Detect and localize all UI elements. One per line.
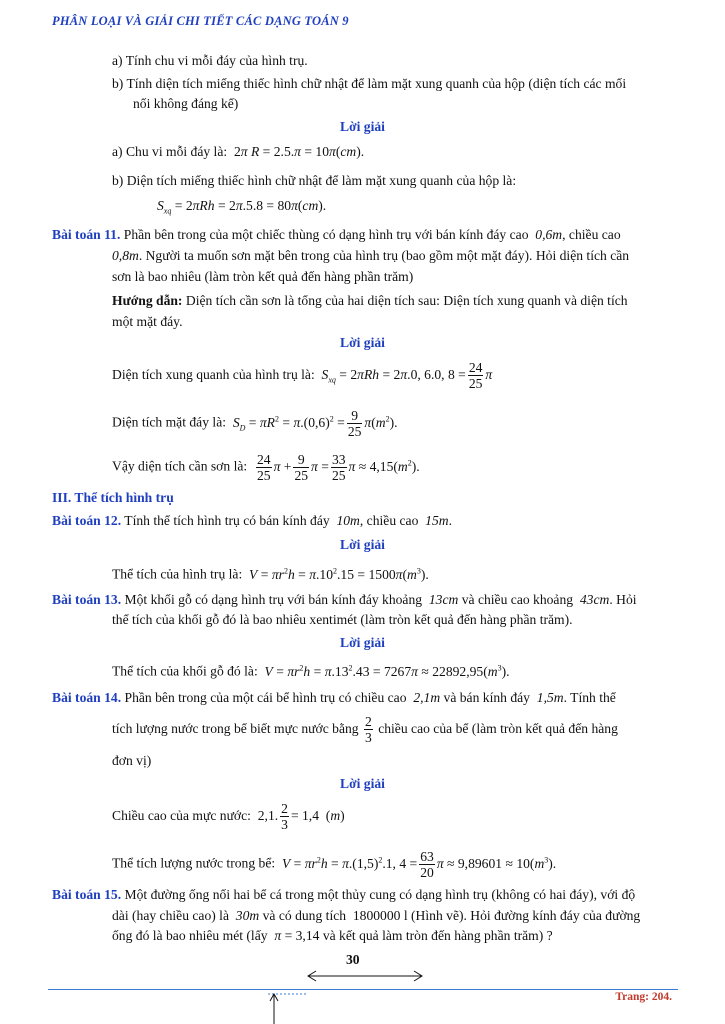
problem-14-step2: Thể tích lượng nước trong bể: $V = \pi r^2h = \pi.(1,5)^2.1$, 4 = $\frac{63}{20}$ $\pi \approx 9,89601 \approx 10(m^3)$. bbox=[112, 848, 557, 880]
formula-volume-12: $V = \pi r^2h = \pi.10^2.15 = 1500\pi(m^3)$. bbox=[249, 566, 429, 582]
question-b-line2: nối không đáng kể) bbox=[133, 96, 239, 111]
formula-water-height: 2,1. $\frac{2}{3}$ = 1,4 (m) bbox=[254, 801, 345, 833]
solution-heading: Lời giải bbox=[340, 119, 385, 134]
problem-13-line1: Bài toán 13. Một khối gỗ có dạng hình trụ với bán kính đáy khoảng 13cm và chiều cao khoảng 43cm. Hỏi bbox=[52, 592, 637, 607]
problem-11-line3: sơn là bao nhiêu (làm tròn kết quả đến hàng phần trăm) bbox=[112, 269, 414, 284]
section-3-title: III. Thể tích hình trụ bbox=[52, 490, 174, 505]
problem-13-line2: thể tích của khối gỗ đó là bao nhiêu xentimét (làm tròn kết quả đến hàng phần trăm). bbox=[112, 612, 573, 627]
formula-total-area-11: $\frac{24}{25}$ π + $\frac{9}{25}$ π = $\frac{33}{25}$ $\pi \approx 4,15(m^2)$. bbox=[256, 451, 420, 483]
solution-heading: Lời giải bbox=[340, 537, 385, 552]
figure-diameter-arrow bbox=[262, 990, 312, 1024]
page-header-title: PHÂN LOẠI VÀ GIẢI CHI TIẾT CÁC DẠNG TOÁN 9 bbox=[52, 14, 349, 28]
formula-circumference: 2π R = 2.5.π = 10π(cm). bbox=[230, 144, 365, 159]
problem-12-label: Bài toán 12. bbox=[52, 513, 122, 528]
hint-label: Hướng dẫn: bbox=[112, 293, 183, 308]
problem-11-hint-line2: một mặt đáy. bbox=[112, 314, 183, 329]
problem-14-line1: Bài toán 14. Phần bên trong của một cái bể hình trụ có chiều cao 2,1m và bán kính đáy 1,5m. Tính thể bbox=[52, 690, 616, 705]
problem-11-line1: Bài toán 11. Phần bên trong của một chiếc thùng có dạng hình trụ với bán kính đáy cao 0,6m, chiều cao bbox=[52, 227, 621, 242]
footer-rule bbox=[48, 989, 678, 990]
problem-15-line1: Bài toán 15. Một đường ống nối hai bể cá trong một thủy cung có dạng hình trụ (không có hai đáy), với độ bbox=[52, 887, 636, 902]
problem-15-label: Bài toán 15. bbox=[52, 887, 122, 902]
solution-a-text: a) Chu vi mỗi đáy là: bbox=[112, 144, 228, 159]
problem-12-step1: Thể tích của hình trụ là: $V = \pi r^2h = \pi.10^2.15 = 1500\pi(m^3)$. bbox=[112, 566, 429, 582]
solution-heading: Lời giải bbox=[340, 635, 385, 650]
question-b-line1: b) Tính diện tích miếng thiếc hình chữ nhật để làm mặt xung quanh của hộp (diện tích các mối bbox=[112, 76, 627, 91]
problem-14-step1: Chiều cao của mực nước: 2,1. $\frac{2}{3}$ = 1,4 (m) bbox=[112, 801, 345, 833]
problem-13-step1: Thể tích của khối gỗ đó là: $V = \pi r^2h = \pi.13^2.43 = 7267\pi \approx 22892,95(m^3)$. bbox=[112, 663, 510, 679]
formula-water-volume: $V = \pi r^2h = \pi.(1,5)^2.1$, 4 = $\frac{63}{20}$ $\pi \approx 9,89601 \approx 10(m^3)$. bbox=[281, 848, 557, 880]
problem-14-line3: đơn vị) bbox=[112, 753, 152, 768]
solution-a-line bbox=[112, 143, 364, 161]
problem-11-step3: Vậy diện tích cần sơn là: $\frac{24}{25}$ π + $\frac{9}{25}$ π = $\frac{33}{25}$ $\pi \approx 4,15(m^2)$. bbox=[112, 451, 420, 483]
solution-heading: Lời giải bbox=[340, 776, 385, 791]
problem-11-step2: Diện tích mặt đáy là: $S_D = \pi R^2 = \pi.(0,6)^2$ = $\frac{9}{25}$ $\pi(m^2)$. bbox=[112, 407, 398, 439]
question-a: a) Tính chu vi mỗi đáy của hình trụ. bbox=[112, 53, 308, 68]
formula-lateral-area-11: $S_{xq} = 2\pi Rh = 2\pi.0$, 6.0, 8 = $\frac{24}{25}$ π bbox=[321, 360, 493, 392]
problem-14-label: Bài toán 14. bbox=[52, 690, 122, 705]
problem-15-line3: ống đó là bao nhiêu mét (lấy π = 3,14 và kết quả làm tròn đến hàng phần trăm) ? bbox=[112, 928, 553, 943]
solution-heading: Lời giải bbox=[340, 335, 385, 350]
problem-15-line2: dài (hay chiều cao) là 30m và có dung tích 1800000 l (Hình vẽ). Hỏi đường kính đáy của đường bbox=[112, 908, 641, 923]
problem-11-step1: Diện tích xung quanh của hình trụ là: $S_{xq} = 2\pi Rh = 2\pi.0$, 6.0, 8 = $\frac{24}{25}$ π bbox=[112, 360, 493, 392]
formula-lateral-area: $S_{xq} = 2\pi Rh = 2\pi.5.8 = 80\pi(cm)$. bbox=[157, 198, 327, 216]
figure-length-arrow bbox=[300, 968, 430, 984]
problem-12-line: Bài toán 12. Tính thể tích hình trụ có bán kính đáy 10m, chiều cao 15m. bbox=[52, 513, 452, 528]
problem-11-label: Bài toán 11. bbox=[52, 227, 121, 242]
formula-volume-13: $V = \pi r^2h = \pi.13^2.43 = 7267\pi \approx 22892,95(m^3)$. bbox=[264, 663, 510, 679]
problem-11-line2: 0,8m. Người ta muốn sơn mặt bên trong của hình trụ (bao gồm một mặt đáy). Hỏi diện tích cần bbox=[112, 248, 630, 263]
formula-base-area-11: $S_D = \pi R^2 = \pi.(0,6)^2$ = $\frac{9}{25}$ $\pi(m^2)$. bbox=[232, 407, 398, 439]
problem-11-hint-line1: Hướng dẫn: Diện tích cần sơn là tổng của hai diện tích sau: Diện tích xung quanh và diện tích bbox=[112, 293, 628, 308]
problem-13-label: Bài toán 13. bbox=[52, 592, 122, 607]
problem-14-line2: tích lượng nước trong bể biết mực nước bằng $\frac{2}{3}$ chiều cao của bể (làm tròn kết quả đến hàng bbox=[112, 714, 618, 746]
solution-b-text: b) Diện tích miếng thiếc hình chữ nhật để làm mặt xung quanh của hộp là: bbox=[112, 173, 517, 188]
footer-page-number: Trang: 204. bbox=[615, 991, 672, 1003]
figure-length-label: 30 bbox=[346, 952, 360, 967]
